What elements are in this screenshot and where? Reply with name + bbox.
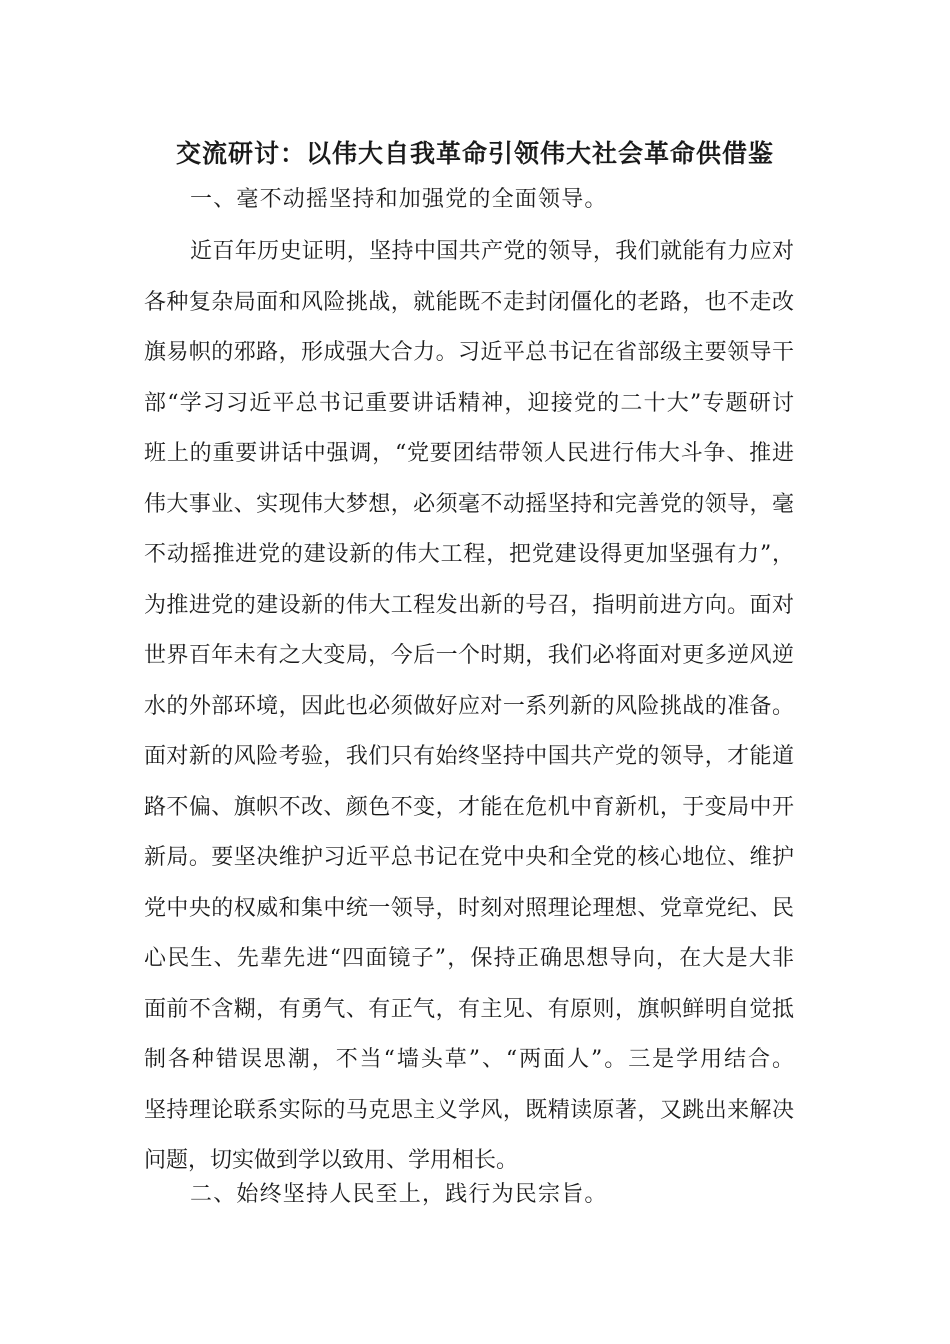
paragraph-line: 伟大事业、实现伟大梦想，必须毫不动摇坚持和完善党的领导，毫 bbox=[144, 491, 794, 517]
paragraph-line: 面前不含糊，有勇气、有正气，有主见、有原则，旗帜鲜明自觉抵 bbox=[144, 996, 794, 1022]
paragraph-line: 近百年历史证明，坚持中国共产党的领导，我们就能有力应对 bbox=[190, 239, 794, 264]
paragraph-line: 班上的重要讲话中强调，“党要团结带领人民进行伟大斗争、推进 bbox=[144, 441, 794, 466]
paragraph-line: 坚持理论联系实际的马克思主义学风，既精读原著，又跳出来解决 bbox=[144, 1097, 794, 1123]
paragraph-line: 水的外部环境，因此也必须做好应对一系列新的风险挑战的准备。 bbox=[144, 693, 794, 719]
paragraph-line: 面对新的风险考验，我们只有始终坚持中国共产党的领导，才能道 bbox=[144, 744, 794, 769]
paragraph-line: 为推进党的建设新的伟大工程发出新的号召，指明前进方向。面对 bbox=[144, 592, 794, 618]
document-title: 交流研讨：以伟大自我革命引领伟大社会革命供借鉴 bbox=[175, 139, 774, 168]
paragraph-line: 党中央的权威和集中统一领导，时刻对照理论理想、党章党纪、民 bbox=[144, 895, 794, 921]
paragraph-line: 新局。要坚决维护习近平总书记在党中央和全党的核心地位、维护 bbox=[144, 845, 794, 870]
paragraph-line: 各种复杂局面和风险挑战，就能既不走封闭僵化的老路，也不走改 bbox=[144, 289, 794, 315]
section-heading-2: 二、始终坚持人民至上，践行为民宗旨。 bbox=[190, 1182, 608, 1207]
section-heading-1: 一、毫不动摇坚持和加强党的全面领导。 bbox=[190, 187, 608, 212]
paragraph-1 bbox=[144, 236, 794, 1196]
paragraph-line: 部“学习习近平总书记重要讲话精神，迎接党的二十大”专题研讨 bbox=[144, 390, 794, 416]
paragraph-line: 问题，切实做到学以致用、学用相长。 bbox=[144, 1148, 519, 1173]
paragraph-line: 路不偏、旗帜不改、颜色不变，才能在危机中育新机，于变局中开 bbox=[144, 794, 794, 820]
paragraph-line: 世界百年未有之大变局，今后一个时期，我们必将面对更多逆风逆 bbox=[144, 643, 794, 668]
paragraph-line: 不动摇推进党的建设新的伟大工程，把党建设得更加坚强有力”， bbox=[144, 542, 794, 567]
paragraph-line: 心民生、先辈先进“四面镜子”，保持正确思想导向，在大是大非 bbox=[144, 946, 794, 971]
paragraph-line: 旗易帜的邪路，形成强大合力。习近平总书记在省部级主要领导干 bbox=[144, 340, 794, 365]
paragraph-line: 制各种错误思潮，不当“墙头草”、“两面人”。三是学用结合。 bbox=[144, 1047, 794, 1072]
